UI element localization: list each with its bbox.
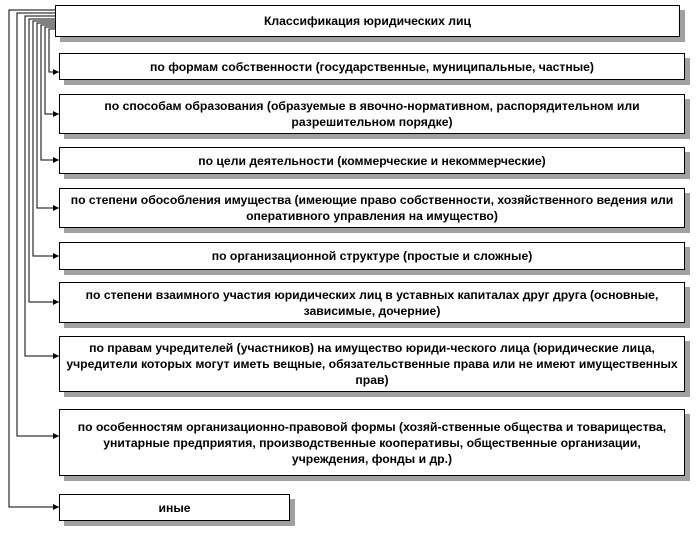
category-box-9: [59, 494, 290, 521]
category-label: по способам образования (образуемые в явочно-нормативном, распорядительном или разрешительном порядке): [104, 99, 640, 129]
category-box-8: [59, 409, 685, 476]
title-box: [55, 5, 680, 37]
category-box-2: [59, 94, 685, 134]
category-box-4: [59, 188, 685, 228]
connector-4: [37, 23, 59, 208]
category-label: по степени обособления имущества (имеющие право собственности, хозяйственного ведения или оперативного управления на имущество): [70, 193, 674, 223]
category-box-5: [59, 242, 685, 270]
diagram-title: Классификация юридических лиц: [263, 14, 472, 28]
category-label: по цели деятельности (коммерческие и некоммерческие): [198, 153, 546, 168]
connector-8: [17, 13, 59, 436]
category-box-6: [59, 282, 685, 323]
category-label: по формам собственности (государственные, муниципальные, частные): [150, 59, 594, 74]
category-label: по степени взаимного участия юридических лиц в уставных капиталах друг друга (основные, зависимые, дочерние): [85, 287, 659, 318]
category-box-3: [59, 147, 685, 174]
connector-2: [45, 27, 59, 114]
category-box-7: [59, 336, 685, 392]
connector-3: [41, 25, 59, 160]
category-label: по правам учредителей (участников) на имущество юриди-ческого лица (юридические лица, учредители которых могут иметь вещные, обязательственные права или не имеют имущественных прав): [66, 341, 678, 387]
connector-7: [25, 16, 59, 356]
category-label: по организационной структуре (простые и сложные): [211, 249, 533, 263]
category-label: иные: [158, 500, 191, 515]
category-box-1: [59, 53, 685, 80]
category-label: по особенностям организационно-правовой формы (хозяй-ственные общества и товарищества, унитарные предприятия, производственные кооперативы, общественные организации, учреждения, фонды и др.): [77, 419, 667, 466]
